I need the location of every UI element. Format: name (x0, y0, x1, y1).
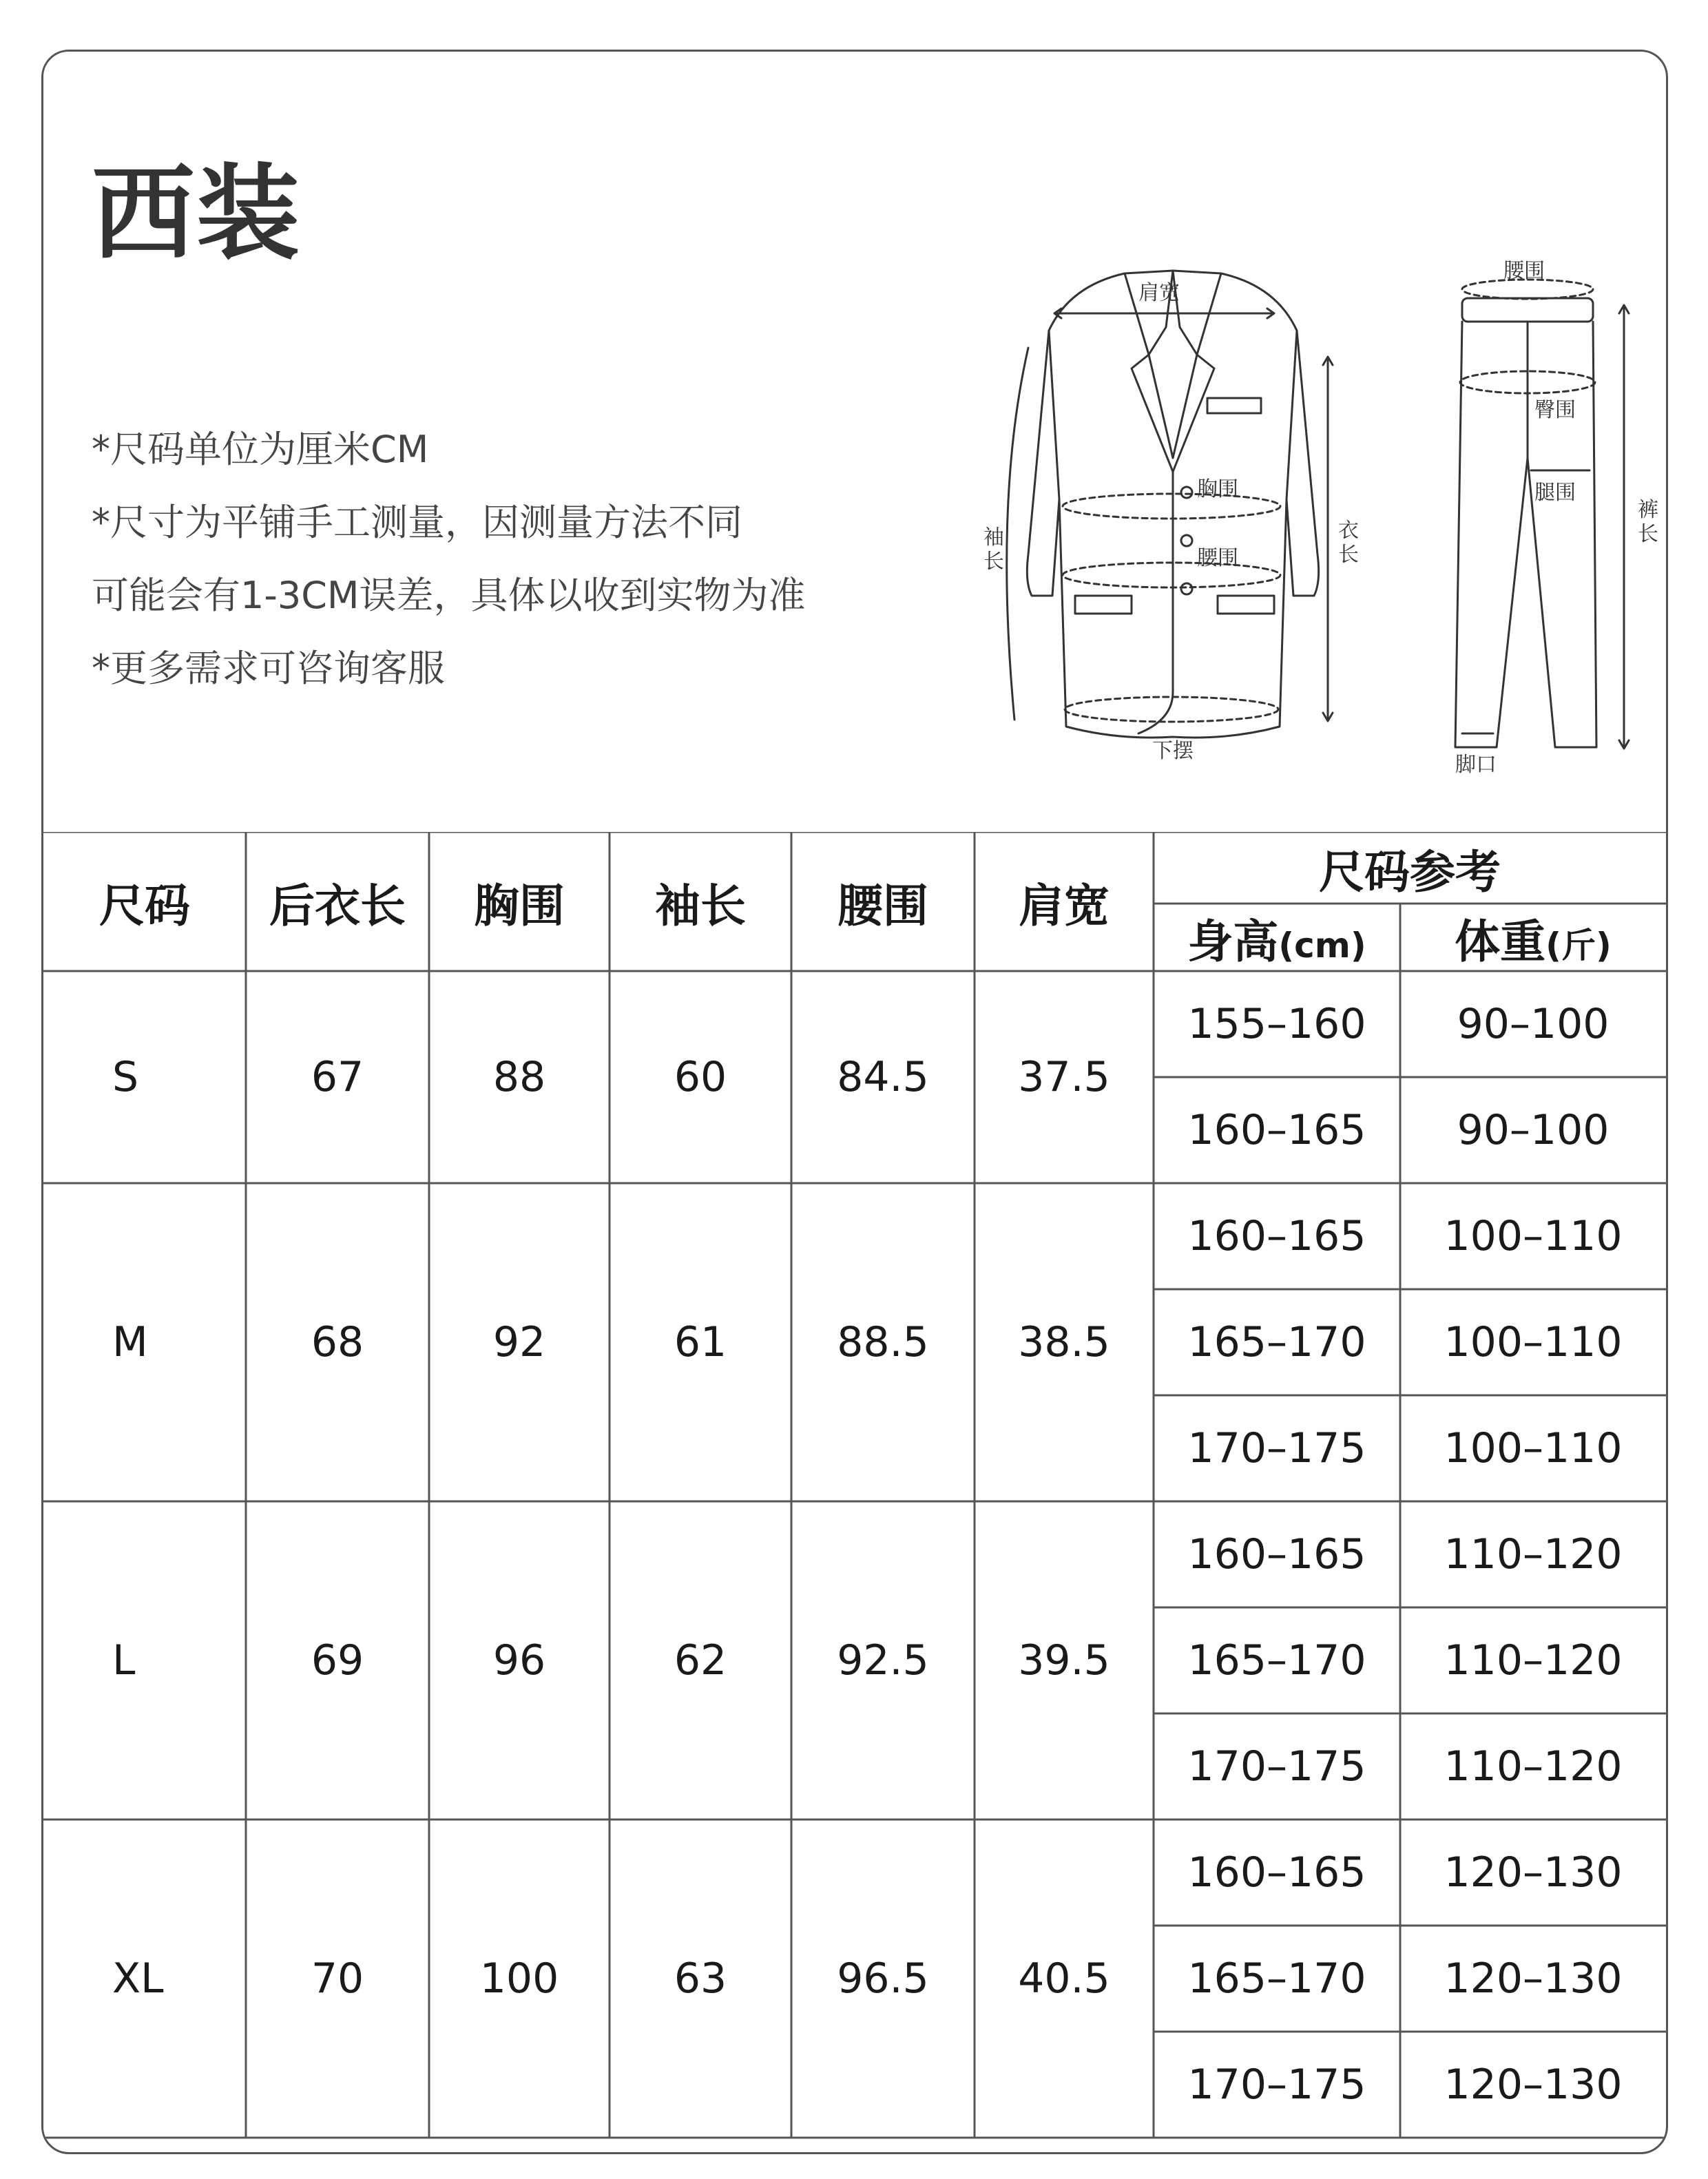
measurement-diagram (911, 210, 1668, 795)
table-cell: 70 (311, 1954, 364, 2003)
ref-weight-cell: 110–120 (1444, 1636, 1623, 1685)
ref-weight-cell: 100–110 (1444, 1318, 1623, 1366)
ref-height-cell: 160–165 (1187, 1530, 1366, 1578)
table-cell: 69 (311, 1636, 364, 1685)
table-cell: 63 (674, 1954, 727, 2003)
notes (92, 413, 806, 705)
label-pants-waist: 腰围 (1503, 259, 1545, 283)
ref-height-header: 身高(cm) (1187, 915, 1366, 968)
table-cell: 39.5 (1018, 1636, 1110, 1685)
column-header: 后衣长 (269, 879, 406, 932)
label-length-1: 衣 (1338, 519, 1359, 543)
ref-weight-cell: 90–100 (1457, 1000, 1610, 1048)
table-cell: 38.5 (1018, 1318, 1110, 1366)
size-label: M (112, 1318, 148, 1366)
size-label: S (112, 1053, 139, 1101)
ref-height-cell: 165–170 (1187, 1954, 1366, 2003)
ref-header: 尺码参考 (1319, 845, 1501, 899)
table-cell: 40.5 (1018, 1954, 1110, 2003)
ref-weight-header: 体重(斤) (1455, 915, 1612, 968)
table-cell: 92 (492, 1318, 546, 1366)
table-cell: 96.5 (837, 1954, 929, 2003)
ref-weight-cell: 120–130 (1444, 2061, 1623, 2109)
ref-height-cell: 165–170 (1187, 1636, 1366, 1685)
column-header: 腰围 (837, 879, 928, 932)
note-line: *更多需求可咨询客服 (92, 647, 445, 690)
size-label: L (112, 1636, 136, 1685)
suit-diagram-icon (911, 210, 1668, 795)
ref-height-cell: 170–175 (1187, 1424, 1366, 1472)
table-cell: 100 (479, 1954, 559, 2003)
column-header: 肩宽 (1019, 879, 1110, 932)
label-thigh: 腿围 (1534, 481, 1576, 505)
label-pants-len-1: 裤 (1638, 498, 1658, 522)
ref-height-cell: 165–170 (1187, 1318, 1366, 1366)
ref-weight-cell: 120–130 (1444, 1848, 1623, 1897)
ref-weight-cell: 100–110 (1444, 1212, 1623, 1260)
label-shoulder: 肩宽 (1138, 281, 1180, 305)
table-cell: 96 (492, 1636, 546, 1685)
table-cell: 92.5 (837, 1636, 929, 1685)
table-cell: 88.5 (837, 1318, 929, 1366)
ref-height-cell: 170–175 (1187, 1742, 1366, 1791)
ref-height-cell: 160–165 (1187, 1848, 1366, 1897)
note-line: *尺码单位为厘米CM (92, 428, 429, 471)
label-length-2: 长 (1338, 543, 1359, 567)
table-cell: 37.5 (1018, 1053, 1110, 1101)
column-header: 袖长 (655, 879, 746, 932)
ref-weight-cell: 110–120 (1444, 1530, 1623, 1578)
size-table (43, 832, 1666, 2154)
size-chart-card (41, 50, 1668, 2154)
label-sleeve-2: 长 (983, 550, 1004, 574)
ref-weight-cell: 110–120 (1444, 1742, 1623, 1791)
table-cell: 60 (674, 1053, 727, 1101)
table-cell: 61 (674, 1318, 727, 1366)
note-line: *尺寸为平铺手工测量，因测量方法不同 (92, 501, 742, 544)
table-cell: 88 (492, 1053, 546, 1101)
size-label: XL (112, 1954, 164, 2003)
label-hip: 臀围 (1534, 398, 1576, 422)
table-cell: 68 (311, 1318, 364, 1366)
table-cell: 62 (674, 1636, 727, 1685)
ref-height-cell: 155–160 (1187, 1000, 1366, 1048)
label-chest: 胸围 (1197, 477, 1238, 501)
label-leg-opening: 脚口 (1455, 753, 1497, 777)
note-line: 可能会有1-3CM误差，具体以收到实物为准 (92, 574, 806, 617)
page-title: 西装 (92, 153, 302, 274)
ref-weight-cell: 90–100 (1457, 1106, 1610, 1154)
label-pants-len-2: 长 (1638, 522, 1658, 546)
column-header: 胸围 (474, 879, 565, 932)
table-cell: 84.5 (837, 1053, 929, 1101)
ref-height-cell: 160–165 (1187, 1106, 1366, 1154)
ref-height-cell: 170–175 (1187, 2061, 1366, 2109)
ref-weight-cell: 120–130 (1444, 1954, 1623, 2003)
label-sleeve-1: 袖 (983, 525, 1004, 550)
label-hem: 下摆 (1152, 739, 1194, 763)
table-cell: 67 (311, 1053, 364, 1101)
ref-weight-cell: 100–110 (1444, 1424, 1623, 1472)
column-header: 尺码 (99, 879, 190, 932)
label-waist: 腰围 (1197, 546, 1238, 570)
ref-height-cell: 160–165 (1187, 1212, 1366, 1260)
